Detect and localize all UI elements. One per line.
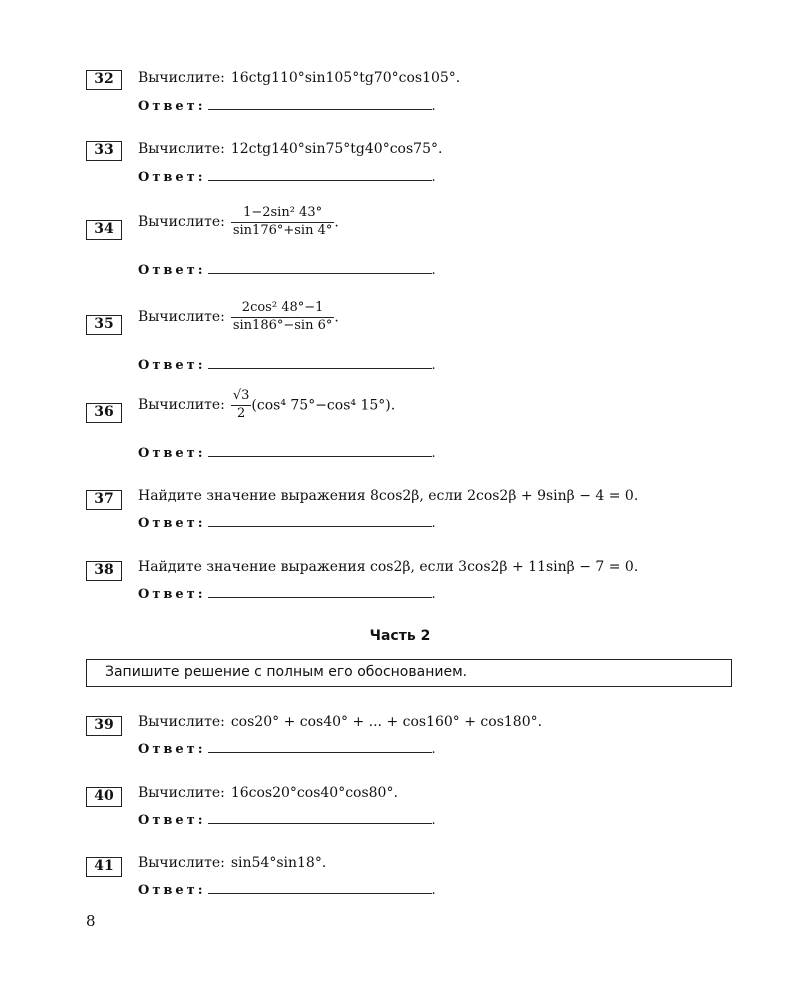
task-number: 32: [86, 70, 122, 90]
task-question: [138, 301, 339, 334]
task-expression-tail: .: [334, 214, 339, 231]
fraction: [231, 389, 252, 422]
fraction: [231, 206, 335, 239]
task-prompt: Вычислите:: [138, 70, 225, 86]
answer-label: Ответ:: [138, 516, 206, 531]
task-number: 36: [86, 403, 122, 423]
task-prompt: Вычислите:: [138, 214, 225, 231]
fraction: [231, 301, 335, 334]
fraction-numerator: 1−2sin² 43°: [231, 206, 335, 223]
fraction-denominator: sin176°+sin 4°: [232, 222, 333, 238]
task-prompt: Найдите значение выражения 8cos2β, если 2cos2β + 9sinβ − 4 = 0.: [138, 488, 639, 504]
task-expression-tail: .: [334, 309, 339, 326]
task-number: 39: [86, 716, 122, 736]
task-prompt: Вычислите:: [138, 855, 225, 871]
answer-row: Ответ: .: [138, 813, 436, 828]
answer-row: Ответ: .: [138, 358, 436, 373]
fraction-denominator: 2: [236, 405, 246, 421]
task-question: [138, 559, 638, 575]
answer-blank[interactable]: [208, 356, 432, 369]
task-question: [138, 141, 442, 157]
task-number: 35: [86, 315, 122, 335]
answer-row: Ответ: .: [138, 99, 436, 114]
section-title: Часть 2: [369, 628, 431, 644]
task-prompt: Найдите значение выражения cos2β, если 3cos2β + 11sinβ − 7 = 0.: [138, 559, 639, 575]
answer-blank[interactable]: [208, 881, 432, 894]
answer-label: Ответ:: [138, 170, 206, 185]
task-number: 34: [86, 220, 122, 240]
fraction-numerator: 2cos² 48°−1: [231, 301, 335, 318]
answer-label: Ответ:: [138, 358, 206, 373]
task-expression: cos20° + cos40° + ... + cos160° + cos180°.: [230, 714, 543, 730]
answer-row: Ответ: .: [138, 263, 436, 278]
answer-blank[interactable]: [208, 740, 432, 753]
task-expression: 16cos20°cos40°cos80°.: [230, 785, 398, 801]
answer-row: Ответ: .: [138, 883, 436, 898]
task-expression-tail: (cos⁴ 75°−cos⁴ 15°).: [251, 397, 396, 414]
answer-label: Ответ:: [138, 446, 206, 461]
task-question: [138, 488, 638, 504]
answer-label: Ответ:: [138, 813, 206, 828]
answer-blank[interactable]: [208, 261, 432, 274]
answer-row: Ответ: .: [138, 516, 436, 531]
answer-row: Ответ: .: [138, 170, 436, 185]
task-number: 41: [86, 857, 122, 877]
task-question: [138, 785, 398, 801]
task-prompt: Вычислите:: [138, 309, 225, 326]
answer-label: Ответ:: [138, 883, 206, 898]
answer-blank[interactable]: [208, 811, 432, 824]
answer-row: Ответ: .: [138, 446, 436, 461]
task-expression: sin54°sin18°.: [230, 855, 327, 871]
answer-blank[interactable]: [208, 585, 432, 598]
task-question: [138, 855, 326, 871]
section-instruction: Запишите решение с полным его обоснованием.: [86, 659, 732, 687]
answer-blank[interactable]: [208, 97, 432, 110]
task-number: 40: [86, 787, 122, 807]
task-prompt: Вычислите:: [138, 141, 225, 157]
task-expression: 12ctg140°sin75°tg40°cos75°.: [230, 141, 443, 157]
task-number: 33: [86, 141, 122, 161]
task-question: [138, 714, 542, 730]
task-prompt: Вычислите:: [138, 714, 225, 730]
task-question: [138, 389, 395, 422]
fraction-numerator: √3: [231, 389, 252, 406]
answer-blank[interactable]: [208, 514, 432, 527]
answer-label: Ответ:: [138, 99, 206, 114]
answer-blank[interactable]: [208, 444, 432, 457]
task-number: 37: [86, 490, 122, 510]
answer-row: Ответ: .: [138, 742, 436, 757]
task-number: 38: [86, 561, 122, 581]
answer-label: Ответ:: [138, 263, 206, 278]
fraction-denominator: sin186°−sin 6°: [232, 317, 333, 333]
task-question: [138, 206, 339, 239]
page-number: 8: [86, 912, 96, 930]
task-prompt: Вычислите:: [138, 785, 225, 801]
task-prompt: Вычислите:: [138, 397, 225, 414]
answer-row: Ответ: .: [138, 587, 436, 602]
answer-label: Ответ:: [138, 587, 206, 602]
answer-label: Ответ:: [138, 742, 206, 757]
task-question: [138, 70, 460, 86]
task-expression: 16ctg110°sin105°tg70°cos105°.: [230, 70, 461, 86]
answer-blank[interactable]: [208, 168, 432, 181]
